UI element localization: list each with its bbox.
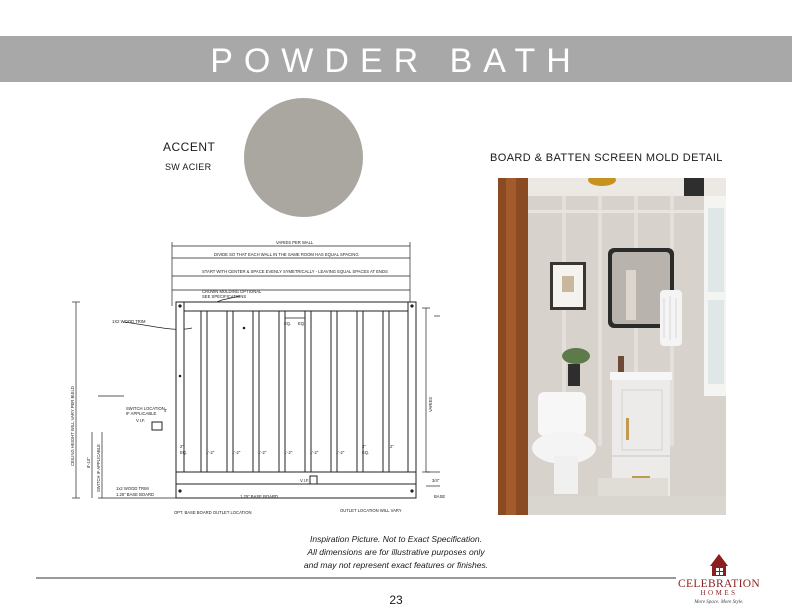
page-number: 23 [389,593,403,607]
label-switch-vertical: SWITCH IF APPLICABLE [96,444,101,492]
label-1x2-wood-trim-bottom: 1x2 WOOD TRIM [116,486,149,491]
dim-1-2-a: 1'-2" [206,450,215,455]
title-band [0,36,792,82]
logo-line-1: CELEBRATION [678,578,760,590]
board-and-batten-drawing [64,236,460,522]
disclaimer-line-1: Inspiration Picture. Not to Exact Specification. [310,534,482,544]
label-base-board-left: 1.25" BASE BOARD [116,492,155,497]
logo-tagline: More Space. More Style. [694,600,744,605]
label-switch-if-applicable: IF APPLICABLE [126,411,157,416]
dim-switch-4: 4' [164,408,168,413]
note-start: START WITH CENTER & SPACE EVENLY SYMETRICALLY - LEAVING EQUAL SPACES AT ENDS [202,269,388,274]
label-ceiling-height: CEILING HEIGHT WILL VARY PER BUILD [70,386,75,466]
note-crown-2: SEE SPECIFICATIONS [202,294,247,299]
dim-eq-left: EQ. [180,450,188,455]
label-base-right: BASE [434,494,446,499]
label-base-board-center: 1.25" BASE BOARD [240,494,279,499]
label-1x2-wood-trim: 1X2 WOOD TRIM [112,319,146,324]
label-opt-outlet: OPT. BASE BOARD OUTLET LOCATION [174,510,252,515]
celebration-homes-logo [676,550,762,606]
label-switch-location: SWITCH LOCATION [126,406,165,411]
page-title: POWDER BATH [210,42,582,80]
accent-color-swatch [244,98,363,217]
photo-caption: BOARD & BATTEN SCREEN MOLD DETAIL [490,152,723,164]
label-outlet-vary: OUTLET LOCATION WILL VARY [340,508,402,513]
dim-eq-top-1: EQ. [284,321,292,326]
dim-2-left: 2" [180,444,184,449]
dim-eq-top-2: EQ. [298,321,306,326]
inspiration-photo [498,178,726,515]
footer-divider [36,577,676,579]
label-switch-vif: V.I.F. [136,418,146,423]
dim-8-10: 8'-10" [86,457,91,468]
note-divide: DIVIDE SO THAT EACH WALL IN THE SAME ROOM HAS EQUAL SPACING [214,252,359,257]
dim-1-2-b: 1'-2" [232,450,241,455]
dim-2-right: 2" [390,444,394,449]
disclaimer-line-3: and may not represent exact features or finishes. [303,560,489,570]
dim-1-2-d: 1'-2" [284,450,293,455]
dim-1-2-f: 1'-2" [336,450,345,455]
logo-line-2: HOMES [700,589,738,597]
dim-eq-right: EQ. [362,450,370,455]
label-vif-outlet: V.I.F. [300,478,310,483]
disclaimer-line-2: All dimensions are for illustrative purposes only [307,547,485,557]
accent-color-name: SW ACIER [165,162,212,172]
dim-3-4: 3/4" [432,478,440,483]
accent-label: ACCENT [163,140,216,154]
dim-varies-right: VARIES [428,396,433,412]
dim-1-2-e: 1'-2" [310,450,319,455]
dim-1-2-c: 1'-2" [258,450,267,455]
disclaimer [278,533,514,572]
dim-2-eq-right: 2" [362,444,366,449]
dim-varies-per-wall: VARIES PER WALL [276,240,314,245]
house-icon [710,554,728,576]
note-crown-1: CROWN MOLDING OPTIONAL [202,289,262,294]
